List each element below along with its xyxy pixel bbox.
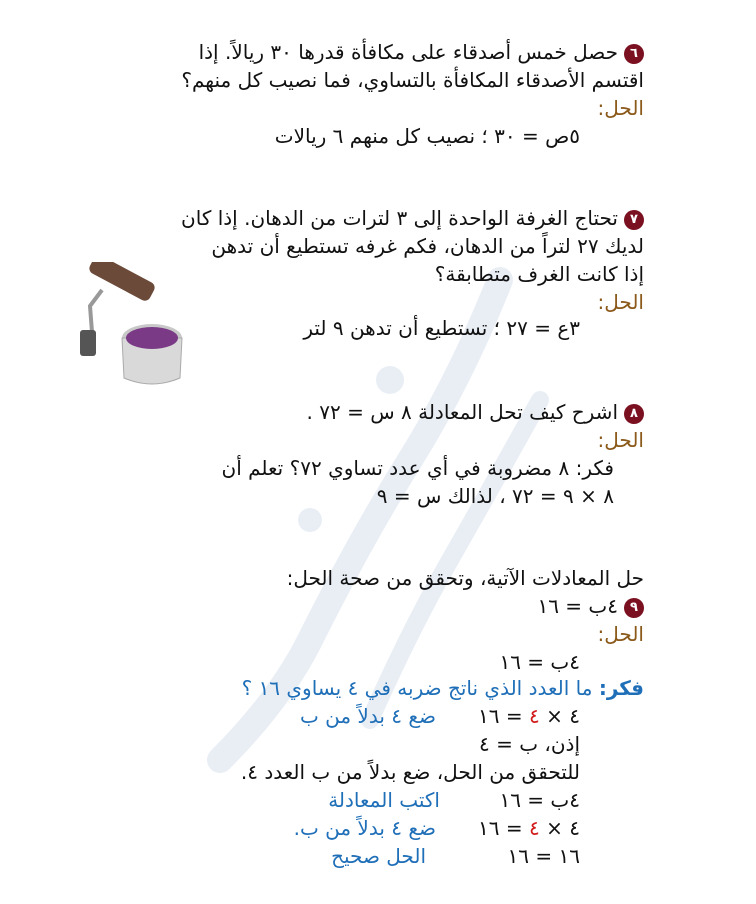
q9-step-5-note: اكتب المعادلة	[328, 788, 440, 812]
q6-solution-label: الحل:	[597, 96, 644, 120]
q8-number-badge: ٨	[624, 404, 644, 424]
q8-line-1: ٨اشرح كيف تحل المعادلة ٨ س = ٧٢ .	[307, 398, 644, 426]
q9-solution-label: الحل:	[597, 622, 644, 646]
q7-line-3: إذا كانت الغرف متطابقة؟	[434, 262, 644, 286]
q7-solution-label: الحل:	[597, 290, 644, 314]
paint-roller-icon	[70, 262, 190, 392]
q6-line-1: ٦حصل خمس أصدقاء على مكافأة قدرها ٣٠ ريالاً. إذا	[199, 38, 644, 66]
q9-step-5: ٤ب = ١٦	[499, 788, 580, 812]
q8-solution-label: الحل:	[597, 428, 644, 452]
q9-step-1: ٤ب = ١٦	[499, 650, 580, 674]
q7-answer: ٣ع = ٢٧ ؛ تستطيع أن تدهن ٩ لتر	[303, 316, 580, 340]
q9-step-6-note: ضع ٤ بدلاً من ب.	[293, 816, 436, 840]
q9-step-6-substituted-value: ٤	[529, 816, 540, 840]
q7-number-badge: ٧	[624, 210, 644, 230]
q8-line-3: ٨ × ٩ = ٧٢ ، لذالك س = ٩	[376, 484, 614, 508]
q9-number-badge: ٩	[624, 598, 644, 618]
q9-step-7-note: الحل صحيح	[331, 844, 426, 868]
q9-step-4: للتحقق من الحل، ضع بدلاً من ب العدد ٤.	[240, 760, 580, 784]
q9-equation: ٩٤ب = ١٦	[537, 592, 644, 620]
q9-step-3: إذن، ب = ٤	[478, 732, 580, 756]
q7-line-2: لديك ٢٧ لتراً من الدهان، فكم غرفه تستطيع أن تدهن	[211, 234, 644, 258]
q6-line-2: اقتسم الأصدقاء المكافأة بالتساوي، فما نصيب كل منهم؟	[181, 68, 644, 92]
q7-line-1: ٧تحتاج الغرفة الواحدة إلى ٣ لترات من الدهان. إذا كان	[181, 204, 644, 232]
q9-step-2-substituted-value: ٤	[529, 704, 540, 728]
q9-step-2-note: ضع ٤ بدلاً من ب	[299, 704, 436, 728]
q6-number-badge: ٦	[624, 44, 644, 64]
q9-step-6: ٤ × ٤ = ١٦	[478, 816, 580, 840]
q9-think-label: فكر:	[598, 676, 644, 700]
q9-step-2: ٤ × ٤ = ١٦	[478, 704, 580, 728]
q9-think: فكر: ما العدد الذي ناتج ضربه في ٤ يساوي ١٦ ؟	[241, 676, 644, 700]
q8-line-2: فكر: ٨ مضروبة في أي عدد تساوي ٧٢؟ تعلم أن	[221, 456, 614, 480]
q9-step-7: ١٦ = ١٦	[507, 844, 580, 868]
q9-intro: حل المعادلات الآتية، وتحقق من صحة الحل:	[286, 566, 644, 590]
q6-answer: ٥ص = ٣٠ ؛ نصيب كل منهم ٦ ريالات	[274, 124, 580, 148]
